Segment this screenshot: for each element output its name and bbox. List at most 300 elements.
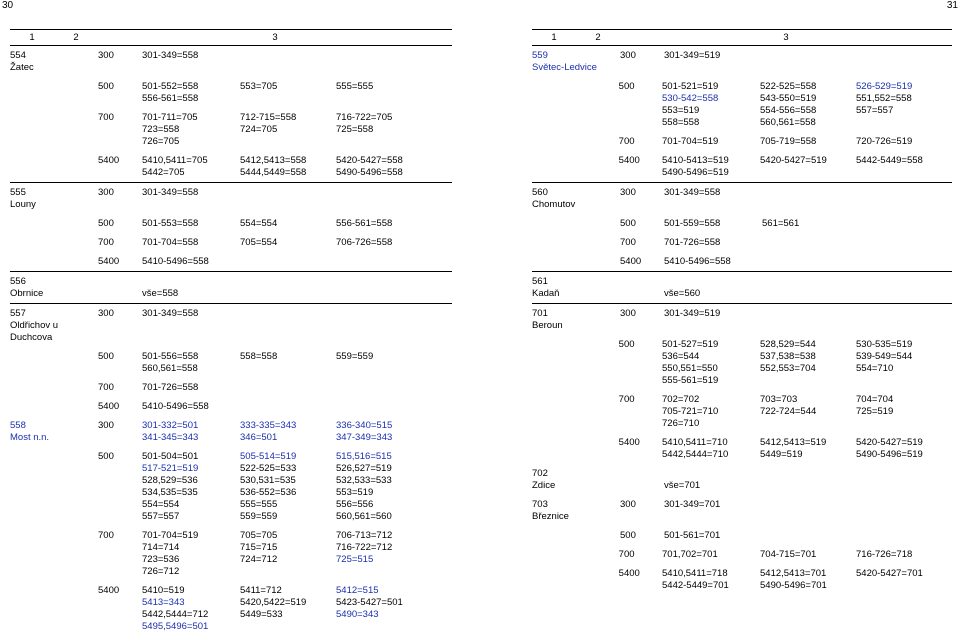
- mapping-line: [142, 621, 452, 633]
- mapping-line: [664, 468, 952, 480]
- station-name-line: Kadaň: [532, 288, 560, 299]
- mapping-values: [664, 218, 952, 230]
- zone-code: [620, 499, 664, 523]
- mapping-entry: 557=557: [142, 511, 180, 522]
- mapping-entry: 557=557: [856, 105, 894, 116]
- table-header: [10, 29, 452, 46]
- mapping-line: [662, 394, 952, 406]
- mapping-entry: 501-559=558: [664, 218, 721, 229]
- mapping-line: [664, 187, 952, 199]
- mapping-line: [142, 382, 452, 394]
- mapping-entry: 702=702: [662, 394, 700, 405]
- mapping-entry: 724=705: [240, 124, 278, 135]
- right-table-body: [532, 46, 952, 595]
- mapping-values: [142, 81, 452, 105]
- mapping-entry: 501-561=701: [664, 530, 721, 541]
- zone-code-text: 500: [618, 81, 635, 92]
- zone-code-text: 500: [98, 351, 114, 362]
- station-name: [10, 256, 98, 268]
- rate-row: [532, 276, 952, 300]
- mapping-line: [142, 475, 452, 487]
- mapping-line: [142, 363, 452, 375]
- header-col-3: 3: [272, 32, 278, 43]
- mapping-entry: 704=704: [856, 394, 894, 405]
- zone-code: [619, 81, 662, 129]
- zone-code-text: 700: [98, 237, 114, 248]
- mapping-entry: 528,529=536: [142, 475, 198, 486]
- station-name: [10, 585, 98, 633]
- zone-code: [620, 50, 664, 74]
- mapping-entry: 554=710: [856, 363, 894, 374]
- mapping-line: [142, 308, 452, 320]
- mapping-line: [142, 511, 452, 523]
- zone-code-text: 300: [620, 499, 636, 510]
- mapping-values: [664, 530, 952, 542]
- mapping-line: [142, 420, 452, 432]
- zone-code-text: 500: [620, 530, 636, 541]
- mapping-entry: 528,529=544: [760, 339, 816, 350]
- zone-code: [620, 237, 664, 249]
- mapping-line: [662, 580, 952, 592]
- mapping-entry: 725=519: [856, 406, 894, 417]
- mapping-entry: 556-561=558: [336, 218, 393, 229]
- mapping-entry: 5442-5449=558: [856, 155, 923, 166]
- mapping-entry: 301-349=558: [142, 50, 199, 61]
- mapping-line: [142, 167, 452, 179]
- rate-row: [532, 187, 952, 211]
- mapping-entry: 526,527=519: [336, 463, 392, 474]
- station-name: [532, 308, 620, 332]
- mapping-line: [142, 136, 452, 148]
- zone-code: [98, 401, 142, 413]
- left-table-body: [10, 46, 452, 636]
- station-name: [10, 351, 98, 375]
- mapping-entry: 716-726=718: [856, 549, 913, 560]
- mapping-line: [142, 288, 452, 300]
- mapping-line: [662, 449, 952, 461]
- mapping-entry: 5490-5496=519: [662, 167, 729, 178]
- mapping-entry: 530-535=519: [856, 339, 913, 350]
- mapping-entry: 560,561=560: [336, 511, 392, 522]
- station-section: [10, 304, 452, 416]
- station-name-line: 701: [532, 308, 548, 319]
- station-name: [532, 499, 620, 523]
- header-col-2: 2: [73, 32, 79, 43]
- zone-code-text: 300: [620, 308, 636, 319]
- mapping-entry: 5490=343: [336, 609, 379, 620]
- mapping-entry: 555=555: [240, 499, 278, 510]
- station-name: [10, 382, 98, 394]
- rate-row: [532, 437, 952, 461]
- mapping-line: [662, 437, 952, 449]
- mapping-entry: 555-561=519: [662, 375, 719, 386]
- mapping-entry: 553=705: [240, 81, 278, 92]
- mapping-line: [662, 418, 952, 430]
- mapping-entry: 560,561=558: [142, 363, 198, 374]
- rate-row: [532, 549, 952, 561]
- station-name: [532, 237, 620, 249]
- mapping-values: [662, 394, 952, 430]
- zone-code-text: 700: [618, 394, 635, 405]
- zone-code: [98, 451, 142, 523]
- mapping-line: [142, 187, 452, 199]
- mapping-entry: 706-713=712: [336, 530, 393, 541]
- zone-code-text: 300: [620, 50, 636, 61]
- mapping-entry: 515,516=515: [336, 451, 392, 462]
- station-name-line: 702: [532, 468, 548, 479]
- rate-row: [532, 394, 952, 430]
- station-name: [10, 451, 98, 523]
- zone-code: [98, 530, 142, 578]
- mapping-line: [142, 401, 452, 413]
- mapping-entry: 301-349=558: [664, 187, 721, 198]
- station-name-line: 554: [10, 50, 26, 61]
- rate-row: [532, 136, 952, 148]
- mapping-entry: 501-552=558: [142, 81, 199, 92]
- station-name: [10, 218, 98, 230]
- mapping-entry: 701-726=558: [142, 382, 199, 393]
- mapping-entry: 706-726=558: [336, 237, 393, 248]
- mapping-values: [142, 382, 452, 394]
- mapping-values: [142, 237, 452, 249]
- station-name: [532, 530, 620, 542]
- rate-row: [10, 187, 452, 211]
- station-name: [532, 155, 619, 179]
- mapping-entry: 301-349=519: [664, 308, 721, 319]
- mapping-line: [142, 256, 452, 268]
- mapping-entry: 704-715=701: [760, 549, 817, 560]
- mapping-values: [142, 50, 452, 74]
- mapping-entry: 552,553=704: [760, 363, 816, 374]
- mapping-values: [662, 437, 952, 461]
- station-name-line: 560: [532, 187, 548, 198]
- mapping-entry: 558=558: [662, 117, 700, 128]
- mapping-values: [664, 256, 952, 268]
- mapping-line: [142, 597, 452, 609]
- mapping-entry: 5410,5411=718: [662, 568, 728, 579]
- station-section: [532, 183, 952, 272]
- zone-code-text: [620, 468, 664, 480]
- mapping-line: [662, 105, 952, 117]
- zone-code-text: 300: [98, 50, 114, 61]
- mapping-values: [662, 155, 952, 179]
- zone-code: [98, 155, 142, 179]
- mapping-values: [664, 187, 952, 211]
- mapping-entry: vše=560: [664, 288, 701, 299]
- zone-code: [620, 468, 664, 492]
- mapping-entry: 336-340=515: [336, 420, 393, 431]
- mapping-entry: 724=712: [240, 554, 278, 565]
- zone-code: [620, 276, 664, 300]
- mapping-values: [664, 468, 952, 492]
- station-name-line: 556: [10, 276, 26, 287]
- mapping-entry: 5449=519: [760, 449, 803, 460]
- mapping-entry: 5412,5413=519: [760, 437, 827, 448]
- mapping-line: [662, 549, 952, 561]
- mapping-entry: 715=715: [240, 542, 278, 553]
- mapping-values: [662, 568, 952, 592]
- page-number-right: 31: [946, 0, 958, 11]
- mapping-entry: 5410,5411=705: [142, 155, 208, 166]
- zone-code-text: 300: [98, 308, 114, 319]
- mapping-entry: 5412,5413=558: [240, 155, 307, 166]
- mapping-entry: 5420,5422=519: [240, 597, 307, 608]
- zone-code: [98, 276, 142, 300]
- mapping-line: [142, 554, 452, 566]
- mapping-entry: 553=519: [662, 105, 700, 116]
- zone-code-text: 700: [98, 112, 114, 123]
- mapping-line: [142, 542, 452, 554]
- zone-code-text: 700: [620, 237, 636, 248]
- station-name: [10, 530, 98, 578]
- mapping-line: [142, 463, 452, 475]
- mapping-entry: 554-556=558: [760, 105, 817, 116]
- mapping-entry: [664, 468, 762, 480]
- mapping-entry: 333-335=343: [240, 420, 297, 431]
- mapping-line: [662, 351, 952, 363]
- mapping-line: [662, 568, 952, 580]
- zone-code: [98, 351, 142, 375]
- mapping-entry: 701-704=519: [142, 530, 199, 541]
- mapping-line: [664, 237, 952, 249]
- rate-row: [10, 50, 452, 74]
- station-name: [532, 187, 620, 211]
- mapping-entry: 5495,5496=501: [142, 621, 209, 632]
- left-table: [10, 29, 452, 636]
- station-section: [532, 46, 952, 183]
- mapping-line: [142, 93, 452, 105]
- zone-code-text: 500: [98, 81, 114, 92]
- mapping-entry: 701-704=519: [662, 136, 719, 147]
- station-name: [532, 256, 620, 268]
- mapping-entry: 554=554: [240, 218, 278, 229]
- zone-code-text: 300: [620, 187, 636, 198]
- station-name-line: 557: [10, 308, 26, 319]
- mapping-entry: 5449=533: [240, 609, 283, 620]
- mapping-line: [662, 339, 952, 351]
- station-name-line: Zdice: [532, 480, 556, 491]
- mapping-entry: 5420-5427=519: [856, 437, 923, 448]
- mapping-line: [662, 406, 952, 418]
- mapping-entry: 720-726=519: [856, 136, 913, 147]
- zone-code-text: 700: [98, 530, 114, 541]
- zone-code-text: 5400: [618, 155, 640, 166]
- rate-row: [10, 237, 452, 249]
- mapping-entry: 5410-5496=558: [664, 256, 731, 267]
- station-section: [10, 183, 452, 272]
- rate-row: [10, 112, 452, 148]
- zone-code-text: [620, 276, 664, 288]
- mapping-entry: 530-542=558: [662, 93, 719, 104]
- mapping-line: [142, 276, 452, 288]
- mapping-entry: 301-349=519: [664, 50, 721, 61]
- mapping-entry: 5410-5496=558: [142, 401, 209, 412]
- mapping-values: [142, 351, 452, 375]
- mapping-line: [664, 499, 952, 511]
- zone-code-text: 500: [618, 339, 635, 350]
- mapping-entry: 539-549=544: [856, 351, 913, 362]
- zone-code-text: 500: [98, 218, 114, 229]
- mapping-values: [142, 451, 452, 523]
- mapping-entry: 716-722=712: [336, 542, 393, 553]
- mapping-line: [142, 112, 452, 124]
- zone-code-text: 5400: [618, 568, 640, 579]
- mapping-entry: 537,538=538: [760, 351, 816, 362]
- mapping-line: [142, 487, 452, 499]
- zone-code: [619, 339, 662, 387]
- page-number-left: 30: [2, 0, 14, 11]
- mapping-entry: 522-525=558: [760, 81, 817, 92]
- zone-code: [98, 50, 142, 74]
- mapping-entry: 705=705: [240, 530, 278, 541]
- mapping-values: [664, 308, 952, 332]
- rate-row: [532, 50, 952, 74]
- mapping-values: [142, 256, 452, 268]
- station-name: [532, 339, 619, 387]
- mapping-entry: 522-525=533: [240, 463, 297, 474]
- mapping-line: [662, 136, 952, 148]
- mapping-line: [664, 218, 952, 230]
- station-name-line: Žatec: [10, 62, 34, 73]
- mapping-values: [142, 585, 452, 633]
- mapping-entry: vše=701: [664, 480, 701, 491]
- mapping-entry: 347-349=343: [336, 432, 393, 443]
- mapping-values: [142, 420, 452, 444]
- mapping-entry: 5413=343: [142, 597, 185, 608]
- rate-row: [532, 81, 952, 129]
- mapping-values: [142, 187, 452, 211]
- zone-code-text: 500: [620, 218, 636, 229]
- rate-row: [10, 451, 452, 523]
- mapping-entry: 561=561: [762, 218, 800, 229]
- rate-row: [10, 585, 452, 633]
- zone-code: [619, 568, 662, 592]
- mapping-entry: 5442,5444=710: [662, 449, 729, 460]
- station-name: [10, 155, 98, 179]
- mapping-entry: 530,531=535: [240, 475, 296, 486]
- zone-code: [98, 187, 142, 211]
- table-header: [532, 29, 952, 46]
- mapping-entry: 725=515: [336, 554, 374, 565]
- zone-code-text: 5400: [620, 256, 642, 267]
- mapping-entry: 301-349=558: [142, 187, 199, 198]
- mapping-entry: 703=703: [760, 394, 798, 405]
- station-name-line: 561: [532, 276, 548, 287]
- zone-code-text: 700: [618, 549, 635, 560]
- mapping-entry: 5490-5496=701: [760, 580, 827, 591]
- header-col-3: 3: [783, 32, 789, 43]
- mapping-line: [664, 256, 952, 268]
- mapping-entry: 556-561=558: [142, 93, 199, 104]
- rate-row: [10, 155, 452, 179]
- mapping-entry: 5442,5444=712: [142, 609, 209, 620]
- mapping-entry: 346=501: [240, 432, 278, 443]
- zone-code-text: 5400: [98, 256, 120, 267]
- station-name: [532, 276, 620, 300]
- zone-code: [98, 256, 142, 268]
- mapping-entry: 341-345=343: [142, 432, 199, 443]
- rate-row: [532, 568, 952, 592]
- mapping-line: [142, 499, 452, 511]
- mapping-entry: 558=558: [240, 351, 278, 362]
- mapping-entry: 726=710: [662, 418, 700, 429]
- station-name-line: Oldřichov u: [10, 320, 59, 331]
- mapping-entry: 559=559: [240, 511, 278, 522]
- mapping-entry: [664, 276, 762, 288]
- mapping-entry: 550,551=550: [662, 363, 718, 374]
- zone-code: [620, 308, 664, 332]
- mapping-entry: 501-504=501: [142, 451, 199, 462]
- mapping-line: [662, 167, 952, 179]
- zone-code-text: 500: [98, 451, 114, 462]
- mapping-entry: 5490-5496=558: [336, 167, 403, 178]
- rate-row: [10, 81, 452, 105]
- rate-row: [532, 237, 952, 249]
- station-section: [10, 416, 452, 636]
- mapping-entry: 705=554: [240, 237, 278, 248]
- mapping-entry: 5412=515: [336, 585, 379, 596]
- station-section: [532, 304, 952, 464]
- station-section: [532, 464, 952, 495]
- header-col-1: 1: [29, 32, 35, 43]
- mapping-values: [142, 218, 452, 230]
- mapping-line: [662, 117, 952, 129]
- zone-code: [619, 155, 662, 179]
- zone-code: [620, 256, 664, 268]
- rate-row: [532, 218, 952, 230]
- mapping-entry: 505-514=519: [240, 451, 297, 462]
- station-name: [532, 136, 619, 148]
- mapping-line: [142, 218, 452, 230]
- station-section: [532, 495, 952, 595]
- mapping-entry: 301-349=558: [142, 308, 199, 319]
- mapping-entry: 701-711=705: [142, 112, 198, 123]
- mapping-entry: 5420-5427=558: [336, 155, 403, 166]
- mapping-entry: 526-529=519: [856, 81, 913, 92]
- mapping-line: [142, 351, 452, 363]
- station-name-line: 555: [10, 187, 26, 198]
- mapping-entry: 5442-5449=701: [662, 580, 729, 591]
- mapping-line: [662, 375, 952, 387]
- header-col-2: 2: [595, 32, 601, 43]
- mapping-entry: 701-704=558: [142, 237, 199, 248]
- station-name: [532, 568, 619, 592]
- zone-code-text: 300: [98, 420, 114, 431]
- mapping-entry: 5444,5449=558: [240, 167, 307, 178]
- zone-code: [98, 382, 142, 394]
- station-name-line: Most n.n.: [10, 432, 50, 443]
- mapping-values: [662, 136, 952, 148]
- mapping-entry: 501-527=519: [662, 339, 719, 350]
- rate-row: [10, 308, 452, 344]
- mapping-line: [142, 451, 452, 463]
- mapping-values: [142, 155, 452, 179]
- mapping-line: [142, 432, 452, 444]
- mapping-line: [142, 81, 452, 93]
- mapping-values: [142, 401, 452, 413]
- rate-row: [10, 382, 452, 394]
- mapping-entry: 301-332=501: [142, 420, 199, 431]
- mapping-entry: 5420-5427=701: [856, 568, 923, 579]
- mapping-line: [662, 363, 952, 375]
- mapping-entry: 560,561=558: [760, 117, 816, 128]
- station-name-line: 558: [10, 420, 26, 431]
- rate-row: [10, 420, 452, 444]
- station-name-line: Chomutov: [532, 199, 576, 210]
- station-name: [10, 112, 98, 148]
- rate-row: [532, 530, 952, 542]
- station-name: [532, 81, 619, 129]
